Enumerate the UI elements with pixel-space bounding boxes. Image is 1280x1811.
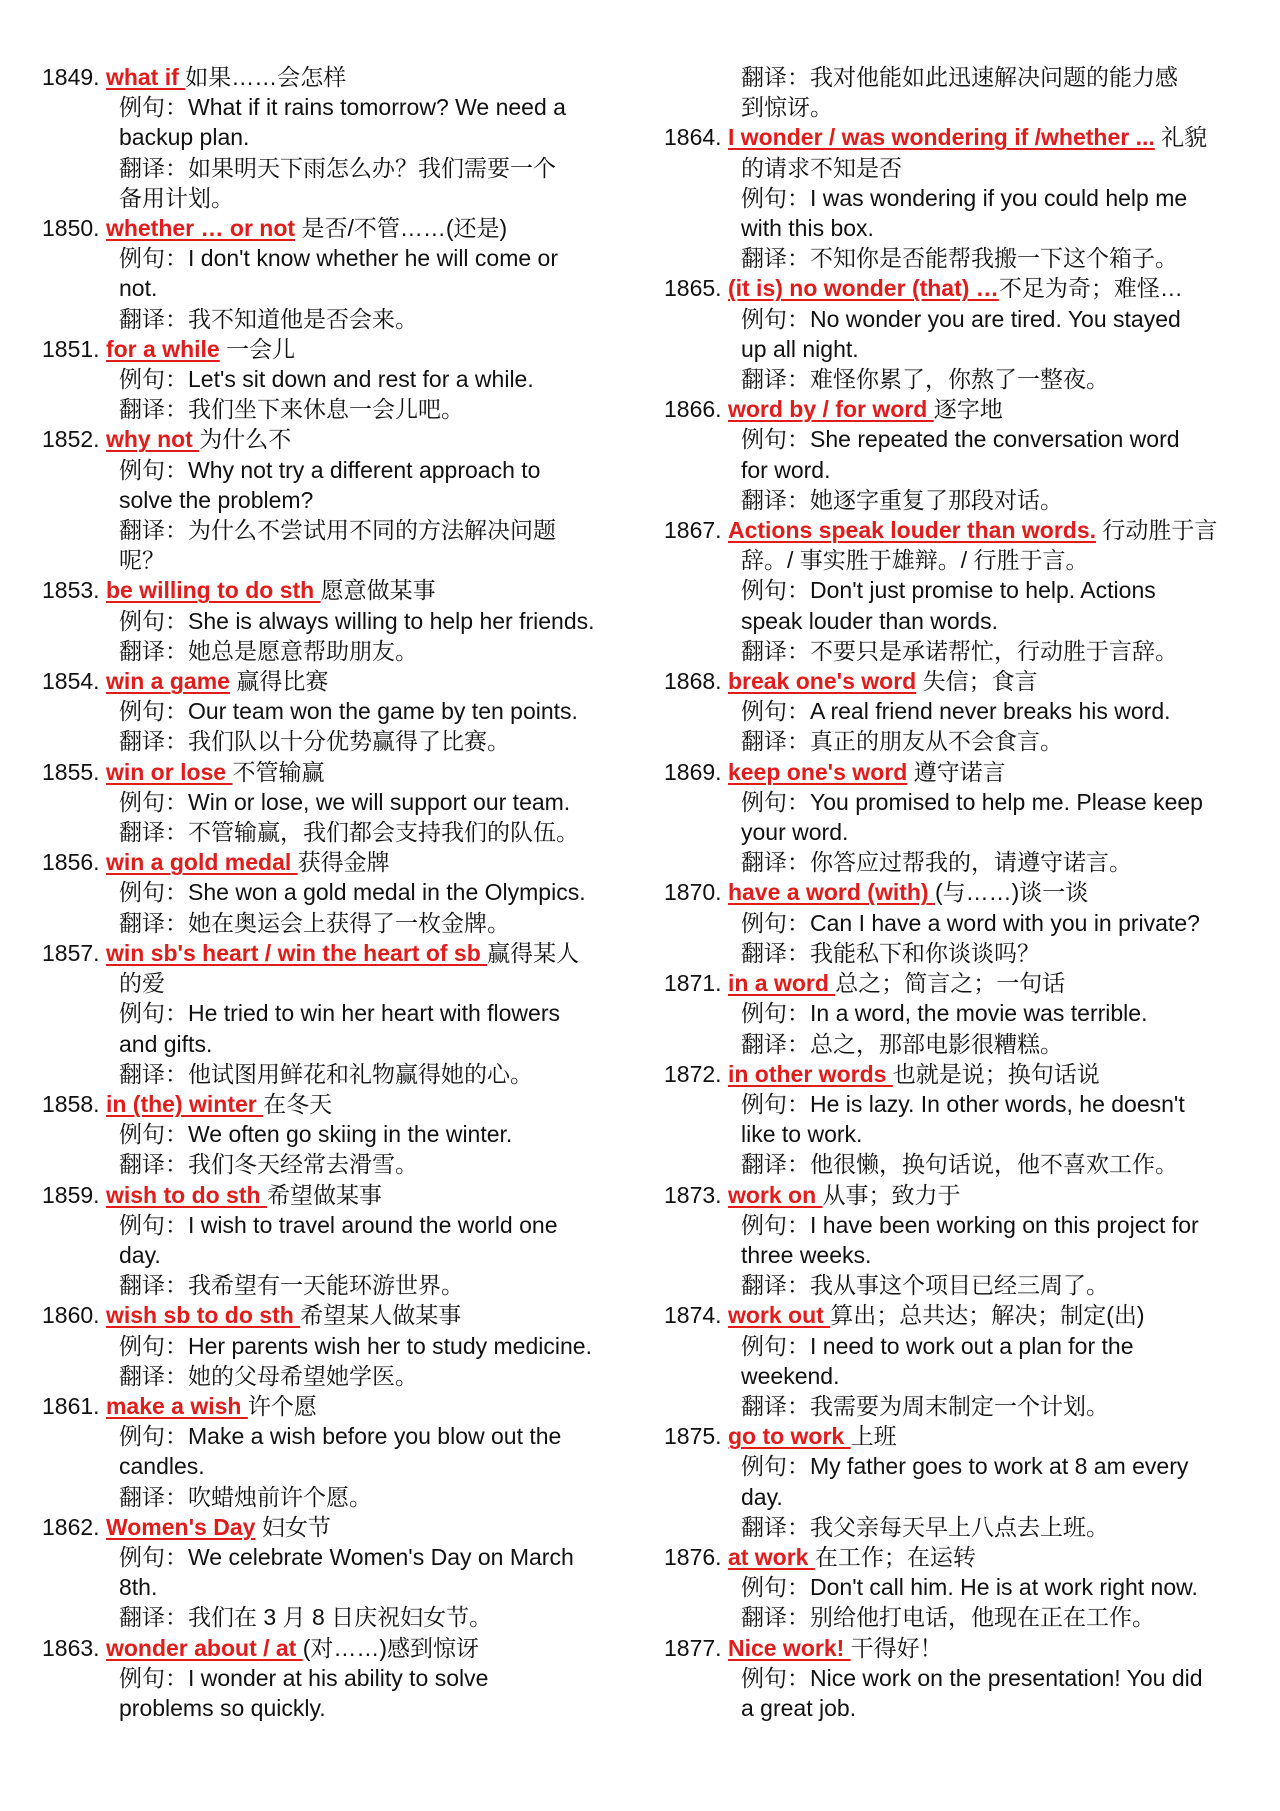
entry-phrase: keep one's word [727, 758, 908, 785]
entry-meaning: 失信；食言 [916, 668, 1038, 695]
entry-phrase: whether … or not [105, 215, 296, 242]
entry-text-line: day. [119, 1241, 161, 1268]
entry-meaning: 干得好！ [850, 1634, 943, 1661]
entry-meaning: 遵守诺言 [907, 758, 1006, 785]
entry-headline [42, 1180, 622, 1210]
entry-number: 1857. [42, 939, 100, 966]
entry-meaning: 为什么不 [199, 426, 292, 453]
entry-text-line: 例句：Nice work on the presentation! You did [741, 1664, 1203, 1691]
entry-text-line: 8th. [119, 1574, 158, 1601]
entry-number: 1870. [664, 879, 722, 906]
entry-headline [664, 1300, 1254, 1330]
entry-number: 1867. [664, 517, 722, 544]
entry-headline [42, 213, 622, 243]
entry-number: 1858. [42, 1090, 100, 1117]
entry-text-line: 翻译：真正的朋友从不会食言。 [741, 728, 1063, 755]
entry-text-line: 备用计划。 [119, 184, 234, 211]
entry-phrase: break one's word [727, 668, 917, 695]
entry-text-line: 例句：Don't just promise to help. Actions [741, 577, 1156, 604]
entry-text-line: 翻译：你答应过帮我的，请遵守诺言。 [741, 849, 1132, 876]
entry-number: 1876. [664, 1543, 722, 1570]
entry-phrase: in a word [727, 970, 836, 997]
entry-number: 1861. [42, 1392, 100, 1419]
entry-phrase: win or lose [105, 758, 233, 785]
entry-headline [42, 1300, 622, 1330]
entry-phrase: work out [727, 1302, 831, 1329]
entry-number: 1877. [664, 1634, 722, 1661]
entry-headline [42, 334, 622, 364]
entry-phrase: win a game [105, 668, 230, 695]
entry-text-line: 例句：She won a gold medal in the Olympics. [119, 879, 586, 906]
entry-text-line: 翻译：我们队以十分优势赢得了比赛。 [119, 728, 510, 755]
entry-headline [664, 1633, 1254, 1663]
entry-text-line: for word. [741, 456, 831, 483]
entry-phrase: go to work [727, 1423, 851, 1450]
entry-headline [664, 757, 1254, 787]
entry-phrase: wonder about / at [105, 1634, 303, 1661]
entry-text-line: 例句：Let's sit down and rest for a while. [119, 366, 534, 393]
entry-phrase: Actions speak louder than words. [727, 517, 1097, 544]
entry-phrase: at work [727, 1543, 815, 1570]
entry-number: 1875. [664, 1423, 722, 1450]
entry-meaning: 也就是说；换句话说 [892, 1060, 1100, 1087]
entry-phrase: wish sb to do sth [105, 1302, 301, 1329]
entry-text-line: 例句：A real friend never breaks his word. [741, 698, 1171, 725]
entry-headline [664, 877, 1254, 907]
entry-headline [42, 1089, 622, 1119]
entry-phrase: in (the) winter [105, 1090, 264, 1117]
entry-meaning: 算出；总共达；解决；制定(出) [830, 1302, 1145, 1329]
entry-meaning: 从事；致力于 [822, 1181, 961, 1208]
entry-text-line: 翻译：我不知道他是否会来。 [119, 305, 418, 332]
entry-text-line: 例句：Don't call him. He is at work right now. [741, 1574, 1198, 1601]
entry-meaning: (与……)谈一谈 [934, 879, 1089, 906]
entry-text-line: 例句：Our team won the game by ten points. [119, 698, 578, 725]
entry-text-line: backup plan. [119, 124, 250, 151]
entry-text-line: a great job. [741, 1694, 857, 1721]
entry-meaning: 在冬天 [263, 1090, 333, 1117]
entry-text-line: 翻译：我能私下和你谈谈吗？ [741, 939, 1040, 966]
entry-text-line: 翻译：难怪你累了，你熬了一整夜。 [741, 366, 1109, 393]
entry-text-line: 翻译：不管输赢，我们都会支持我们的队伍。 [119, 819, 579, 846]
entry-text-line: day. [741, 1483, 783, 1510]
entry-text-line: candles. [119, 1453, 205, 1480]
entry-text-line: 例句：You promised to help me. Please keep [741, 788, 1203, 815]
entry-number: 1863. [42, 1634, 100, 1661]
entry-text-line: 例句：I don't know whether he will come or [119, 245, 559, 272]
entry-headline [664, 1059, 1254, 1089]
entry-text-line: 例句：I wish to travel around the world one [119, 1211, 558, 1238]
entry-meaning: 如果……会怎样 [185, 64, 347, 90]
entry-text-line: 翻译：他试图用鲜花和礼物赢得她的心。 [119, 1060, 533, 1087]
entry-text-line: 翻译：我从事这个项目已经三周了。 [741, 1272, 1109, 1299]
entry-meaning: 上班 [850, 1423, 897, 1450]
entry-text-line: 例句：He is lazy. In other words, he doesn't [741, 1090, 1185, 1117]
entry-phrase: word by / for word [727, 396, 934, 423]
entry-phrase: (it is) no wonder (that) … [727, 275, 999, 302]
entry-text-line: 例句：I have been working on this project for [741, 1211, 1199, 1238]
entry-text-line: your word. [741, 819, 849, 846]
entry-phrase: I wonder / was wondering if /whether ... [727, 124, 1155, 151]
entry-text-line: 翻译：不知你是否能帮我搬一下这个箱子。 [741, 245, 1178, 272]
entry-phrase: make a wish [105, 1392, 248, 1419]
entry-number: 1864. [664, 124, 722, 151]
entry-text-line: 例句：Make a wish before you blow out the [119, 1423, 562, 1450]
entry-text-line: 翻译：我们在 3 月 8 日庆祝妇女节。 [119, 1604, 493, 1631]
entry-text-line: 例句：In a word, the movie was terrible. [741, 1000, 1148, 1027]
entry-headline [42, 1633, 622, 1663]
entry-meaning: 获得金牌 [297, 849, 390, 876]
entry-text-line: 例句：I was wondering if you could help me [741, 184, 1188, 211]
entry-text-line: problems so quickly. [119, 1694, 326, 1721]
entry-text-line: 例句：Can I have a word with you in private? [741, 909, 1200, 936]
entry-text-line: 翻译：她总是愿意帮助朋友。 [119, 637, 418, 664]
entry-text-line: 例句：We celebrate Women's Day on March [119, 1543, 574, 1570]
entry-text-line: 翻译：总之，那部电影很糟糕。 [741, 1030, 1063, 1057]
entry-text-line: 翻译：为什么不尝试用不同的方法解决问题 [119, 517, 556, 544]
entry-text-line: not. [119, 275, 158, 302]
entry-headline [42, 62, 622, 92]
entry-meaning: 礼貌 [1154, 124, 1208, 151]
entry-text-line: 例句：He tried to win her heart with flowers [119, 1000, 560, 1027]
entry-text-line: speak louder than words. [741, 607, 998, 634]
entry-text-line: 辞。/ 事实胜于雄辩。/ 行胜于言。 [741, 547, 1089, 574]
entry-text-line: 翻译：不要只是承诺帮忙，行动胜于言辞。 [741, 637, 1178, 664]
entry-headline [42, 938, 622, 968]
entry-text-line: 翻译：吹蜡烛前许个愿。 [119, 1483, 372, 1510]
entry-headline [664, 666, 1254, 696]
entry-phrase: what if [105, 64, 186, 90]
entry-number: 1872. [664, 1060, 722, 1087]
entry-text-line: 翻译：我需要为周末制定一个计划。 [741, 1392, 1109, 1419]
entry-phrase: wish to do sth [105, 1181, 267, 1208]
entry-number: 1860. [42, 1302, 100, 1329]
entry-meaning: 希望做某事 [266, 1181, 382, 1208]
entry-phrase: why not [105, 426, 200, 453]
entry-meaning: 许个愿 [247, 1392, 317, 1419]
right-column [664, 62, 1254, 1723]
entry-number: 1868. [664, 668, 722, 695]
entry-phrase: win a gold medal [105, 849, 298, 876]
entry-headline [42, 757, 622, 787]
left-column [42, 62, 622, 1723]
entry-meaning: 赢得某人 [487, 939, 580, 966]
entry-phrase: in other words [727, 1060, 893, 1087]
entry-number: 1851. [42, 335, 100, 362]
entry-number: 1869. [664, 758, 722, 785]
entry-headline [664, 515, 1254, 545]
entry-number: 1856. [42, 849, 100, 876]
entry-text-line: 翻译：我们冬天经常去滑雪。 [119, 1151, 418, 1178]
entry-text-line: 例句：Win or lose, we will support our team. [119, 788, 571, 815]
entry-number: 1873. [664, 1181, 722, 1208]
entry-headline [664, 968, 1254, 998]
entry-text-line: 例句：What if it rains tomorrow? We need a [119, 94, 566, 121]
entry-number: 1849. [42, 64, 100, 90]
entry-meaning: 赢得比赛 [229, 668, 329, 695]
entry-headline [42, 424, 622, 454]
entry-headline [664, 122, 1254, 152]
entry-text-line: 翻译：她的父母希望她学医。 [119, 1362, 418, 1389]
entry-meaning: 逐字地 [933, 396, 1003, 423]
entry-meaning: 不足为奇；难怪… [998, 275, 1183, 302]
entry-text-line: 呢？ [119, 547, 165, 574]
entry-headline [42, 666, 622, 696]
entry-number: 1854. [42, 668, 100, 695]
entry-headline [42, 1512, 622, 1542]
entry-meaning: 是否/不管……(还是) [295, 215, 508, 242]
entry-text-line: three weeks. [741, 1241, 872, 1268]
entry-text-line: 翻译：他很懒，换句话说，他不喜欢工作。 [741, 1151, 1178, 1178]
entry-text-line: 翻译：别给他打电话，他现在正在工作。 [741, 1604, 1155, 1631]
entry-text-line: 翻译：我们坐下来休息一会儿吧。 [119, 396, 464, 423]
entry-meaning: 希望某人做某事 [300, 1302, 462, 1329]
entry-number: 1866. [664, 396, 722, 423]
entry-text-line: 翻译：她逐字重复了那段对话。 [741, 486, 1063, 513]
entry-meaning: 总之；简言之；一句话 [835, 970, 1066, 997]
entry-text-line: 例句：My father goes to work at 8 am every [741, 1453, 1189, 1480]
entry-headline [42, 847, 622, 877]
entry-text-line: with this box. [741, 215, 874, 242]
entry-text-line: 到惊讶。 [741, 94, 833, 121]
entry-headline [42, 1391, 622, 1421]
entry-text-line: 例句：She is always willing to help her friends. [119, 607, 595, 634]
entry-phrase: win sb's heart / win the heart of sb [105, 939, 488, 966]
entry-number: 1871. [664, 970, 722, 997]
entry-text-line: 例句：We often go skiing in the winter. [119, 1121, 513, 1148]
entry-meaning: 行动胜于言 [1096, 517, 1218, 544]
entry-headline [42, 575, 622, 605]
entry-text-line: 例句：Her parents wish her to study medicine. [119, 1332, 592, 1359]
entry-number: 1874. [664, 1302, 722, 1329]
entry-number: 1862. [42, 1513, 100, 1540]
entry-text-line: 例句：She repeated the conversation word [741, 426, 1180, 453]
entry-meaning: 在工作；在运转 [814, 1543, 976, 1570]
entry-text-line: 的爱 [119, 970, 165, 997]
entry-number: 1859. [42, 1181, 100, 1208]
entry-phrase: be willing to do sth [105, 577, 321, 604]
entry-headline [664, 394, 1254, 424]
entry-meaning: (对……)感到惊讶 [302, 1634, 480, 1661]
entry-headline [664, 273, 1254, 303]
entry-text-line: and gifts. [119, 1030, 213, 1057]
entry-text-line: 例句：I wonder at his ability to solve [119, 1664, 489, 1691]
entry-text-line: 例句：No wonder you are tired. You stayed [741, 305, 1181, 332]
entry-meaning: 不管输赢 [232, 758, 325, 785]
entry-phrase: have a word (with) [727, 879, 935, 906]
entry-meaning: 妇女节 [255, 1513, 331, 1540]
entry-number: 1853. [42, 577, 100, 604]
entry-text-line: 翻译：我父亲每天早上八点去上班。 [741, 1513, 1109, 1540]
entry-number: 1852. [42, 426, 100, 453]
entry-text-line: weekend. [741, 1362, 840, 1389]
entry-text-line: 的请求不知是否 [741, 154, 902, 181]
entry-number: 1850. [42, 215, 100, 242]
entry-text-line: 翻译：如果明天下雨怎么办？我们需要一个 [119, 154, 556, 181]
entry-text-line: 例句：Why not try a different approach to [119, 456, 541, 483]
entry-number: 1865. [664, 275, 722, 302]
entry-meaning: 愿意做某事 [320, 577, 436, 604]
entry-meaning: 一会儿 [219, 335, 296, 362]
entry-phrase: Nice work! [727, 1634, 851, 1661]
entry-phrase: work on [727, 1181, 823, 1208]
entry-text-line: up all night. [741, 335, 859, 362]
entry-phrase: for a while [105, 335, 220, 362]
entry-text-line: 翻译：她在奥运会上获得了一枚金牌。 [119, 909, 510, 936]
entry-headline [664, 1180, 1254, 1210]
entry-headline [664, 1542, 1254, 1572]
entry-phrase: Women's Day [105, 1513, 256, 1540]
entry-text-line: 翻译：我希望有一天能环游世界。 [119, 1272, 464, 1299]
entry-number: 1855. [42, 758, 100, 785]
entry-text-line: 例句：I need to work out a plan for the [741, 1332, 1134, 1359]
entry-text-line: solve the problem? [119, 486, 314, 513]
entry-text-line: 翻译：我对他能如此迅速解决问题的能力感 [741, 64, 1178, 90]
entry-text-line: like to work. [741, 1121, 863, 1148]
entry-headline [664, 1421, 1254, 1451]
